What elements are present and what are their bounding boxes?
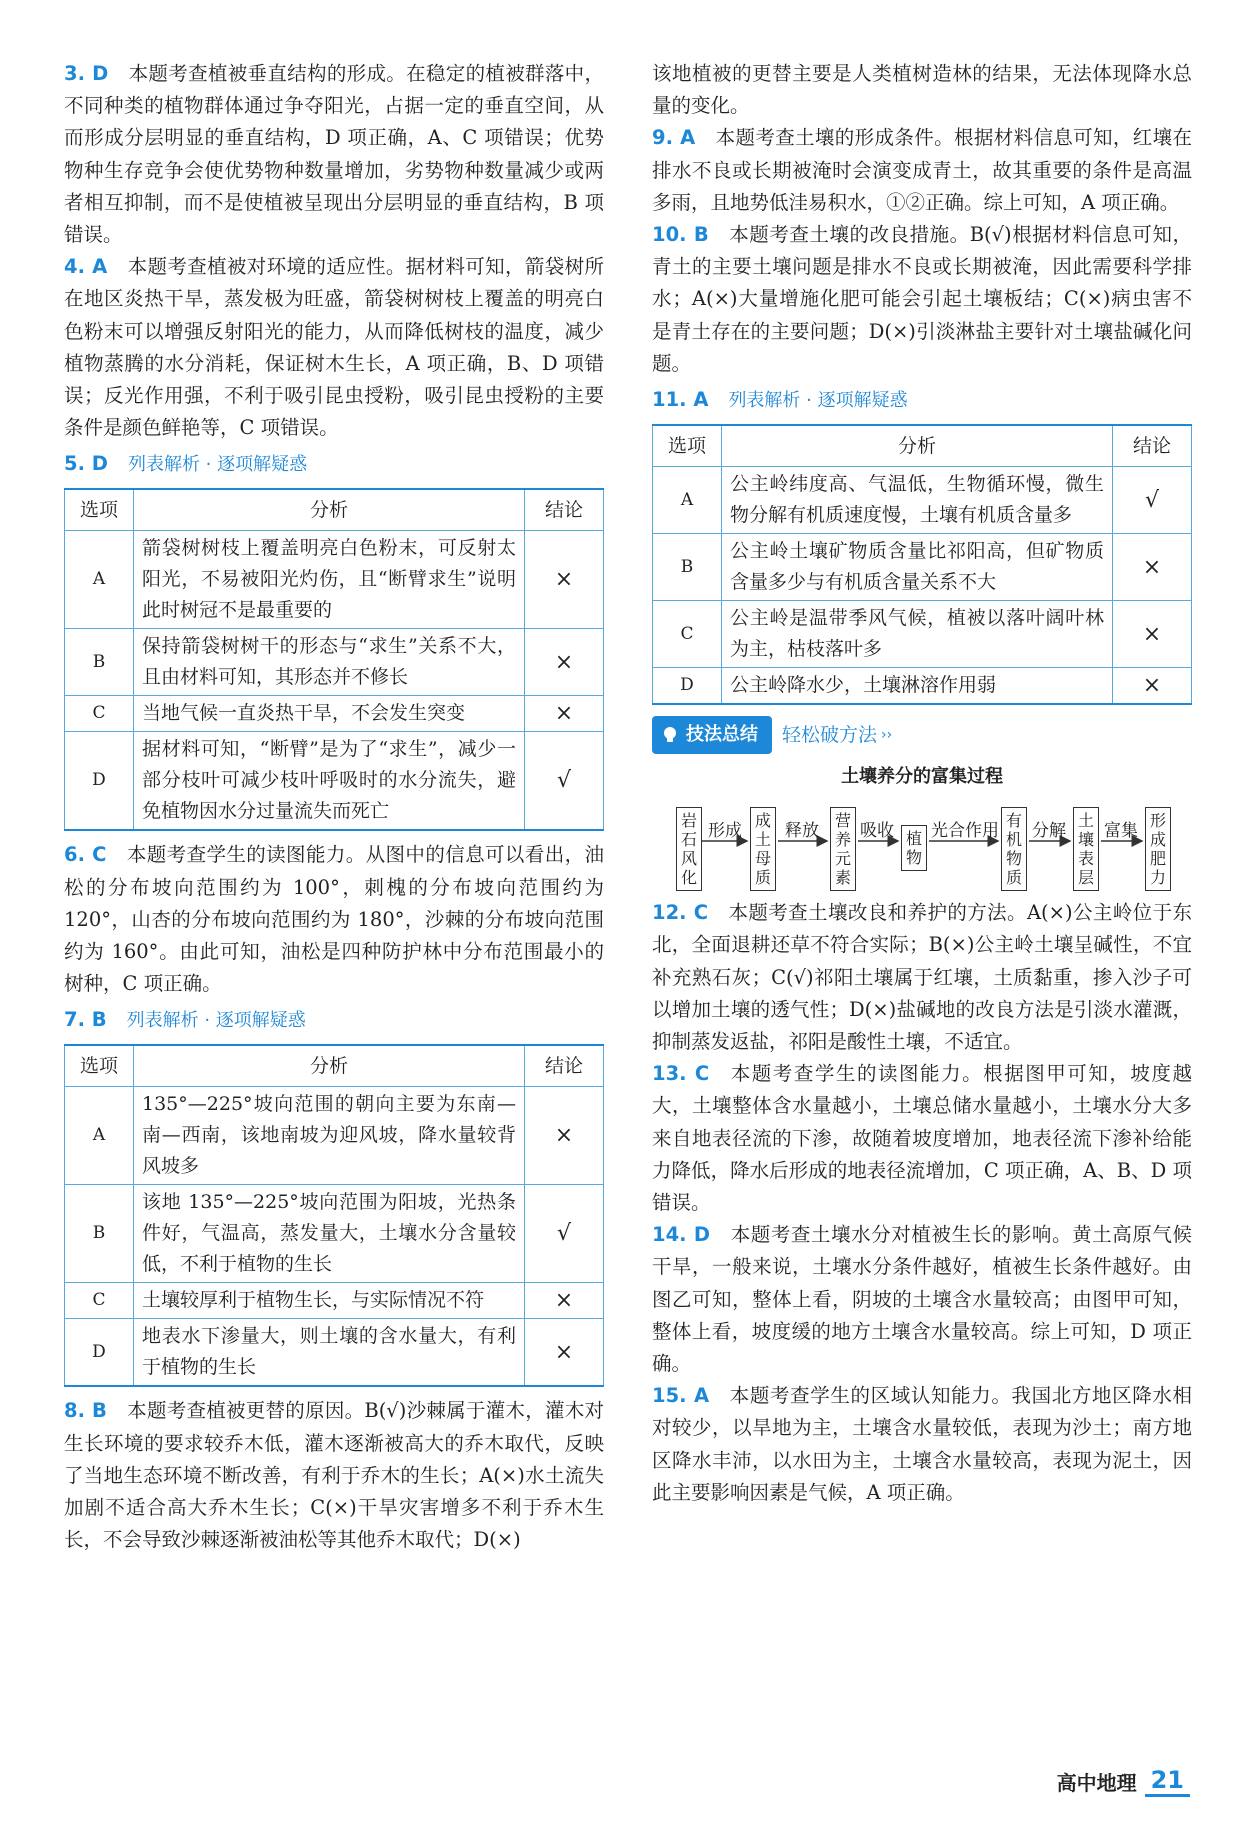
flow-label-absorb: 吸收 [860,821,894,842]
flow-box-organic-matter: 有机物质 [1001,807,1027,891]
table-row: A 公主岭纬度高、气温低，生物循环慢，微生物分解有机质速度慢，土壤有机质含量多 √ [653,467,1192,534]
technique-summary-header: 技法总结 轻松破方法 ›› [652,715,1192,755]
flow-box-plants: 植物 [901,825,927,871]
flow-label-decompose: 分解 [1032,821,1066,842]
lightbulb-icon [660,725,680,745]
nutrient-flow-diagram [652,797,1192,897]
flow-label-enrich: 富集 [1104,821,1138,842]
answer-9: 9. A 本题考查土壤的形成条件。根据材料信息可知，红壤在排水不良或长期被淹时会演变成青土，故其重要的条件是高温多雨，且地势低洼易积水，①②正确。综上可知，A 项正确。 [652,126,1192,214]
flow-box-fertility: 形成肥力 [1145,807,1171,891]
table-header: 选项 分析 结论 [653,425,1192,467]
table-row: B 公主岭土壤矿物质含量比祁阳高，但矿物质含量多少与有机质含量关系不大 × [653,534,1192,601]
subject-title: 高中地理 [1056,1771,1137,1795]
answer-11-heading: 11. A 列表解析 · 逐项解疑惑 [652,388,908,412]
left-column [64,58,604,1556]
answer-5-heading: 5. D 列表解析 · 逐项解疑惑 [64,452,308,476]
answer-7-table [64,1044,604,1387]
flow-box-rock-weathering: 岩石风化 [676,807,702,891]
flow-box-nutrients: 营养元素 [830,807,856,891]
answer-13: 13. C 本题考查学生的读图能力。根据图甲可知，坡度越大，土壤整体含水量越小，土壤总储水量越小，土壤水分大多来自地表径流的下渗，故随着坡度增加，地表径流下渗补给能力降低，降水后形成的地表径流增加，C 项正确，A、B、D 项错误。 [652,1062,1192,1215]
answer-4: 4. A 本题考查植被对环境的适应性。据材料可知，箭袋树所在地区炎热干旱，蒸发极为旺盛，箭袋树树枝上覆盖的明亮白色粉末可以增强反射阳光的能力，从而降低树枝的温度，减少植物蒸腾的水分消耗，保证树木生长，A 项正确，B、D 项错误；反光作用强，不利于吸引昆虫授粉，吸引昆虫授粉的主要条件是颜色鲜艳等，C 项错误。 [64,255,604,440]
flow-title: 土壤养分的富集过程 [841,766,1003,788]
answer-11-table [652,424,1192,705]
answer-5-table [64,488,604,831]
table-row: A 箭袋树树枝上覆盖明亮白色粉末，可反射太阳光，不易被阳光灼伤，且“断臂求生”说明此时树冠不是最重要的 × [65,531,604,629]
answer-6: 6. C 本题考查学生的读图能力。从图中的信息可以看出，油松的分布坡向范围约为 100°，刺槐的分布坡向范围约为 120°，山杏的分布坡向范围约为 180°，沙棘的分布坡向范围约为 160°。由此可知，油松是四种防护林中分布范围最小的树种，C 项正确。 [64,843,604,996]
page-footer [1057,1766,1190,1797]
answer-15: 15. A 本题考查学生的区域认知能力。我国北方地区降水相对较少，以旱地为主，土壤含水量较低，表现为沙土；南方地区降水丰沛，以水田为主，土壤含水量较高，表现为泥土，因此主要影响因素是气候，A 项正确。 [652,1384,1192,1504]
answer-10: 10. B 本题考查土壤的改良措施。B(√)根据材料信息可知，青土的主要土壤问题是排水不良或长期被淹，因此需要科学排水；A(×)大量增施化肥可能会引起土壤板结；C(×)病虫害不是青土存在的主要问题；D(×)引淡淋盐主要针对土壤盐碱化问题。 [652,223,1192,375]
answer-3: 3. D 本题考查植被垂直结构的形成。在稳定的植被群落中，不同种类的植物群体通过争夺阳光，占据一定的垂直空间，从而形成分层明显的垂直结构，D 项正确，A、C 项错误；优势物种生存竞争会使优势物种数量增加，劣势物种数量减少或两者相互抑制，而不是使植被呈现出分层明显的垂直结构，B 项错误。 [64,62,604,247]
table-row: B 该地 135°—225°坡向范围为阳坡，光热条件好，气温高，蒸发量大，土壤水分含量较低，不利于植物的生长 √ [65,1185,604,1283]
answer-12: 12. C 本题考查土壤改良和养护的方法。A(×)公主岭位于东北，全面退耕还草不符合实际；B(×)公主岭土壤呈碱性，不宜补充熟石灰；C(√)祁阳土壤属于红壤，土质黏重，掺入沙子可以增加土壤的透气性；D(×)盐碱地的改良方法是引淡水灌溉，抑制蒸发返盐，祁阳是酸性土壤，不适宜。 [652,901,1192,1054]
table-row: A 135°—225°坡向范围的朝向主要为东南—南—西南，该地南坡为迎风坡，降水量较背风坡多 × [65,1087,604,1185]
table-row: C 土壤较厚利于植物生长，与实际情况不符 × [65,1283,604,1319]
table-row: D 地表水下渗量大，则土壤的含水量大，有利于植物的生长 × [65,1319,604,1387]
table-row: D 据材料可知，“断臂”是为了“求生”，减少一部分枝叶可减少枝叶呼吸时的水分流失，避免植物因水分过量流失而死亡 √ [65,732,604,831]
right-column [652,58,1192,1509]
flow-box-topsoil: 土壤表层 [1073,807,1099,891]
technique-summary-badge: 技法总结 [652,716,772,754]
table-header: 选项 分析 结论 [65,1045,604,1087]
table-row: B 保持箭袋树树干的形态与“求生”关系不大，且由材料可知，其形态并不修长 × [65,629,604,696]
flow-box-parent-material: 成土母质 [750,807,776,891]
table-header: 选项 分析 结论 [65,489,604,531]
table-row: D 公主岭降水少，土壤淋溶作用弱 × [653,668,1192,705]
table-row: C 当地气候一直炎热干旱，不会发生突变 × [65,696,604,732]
answer-8-continued: 该地植被的更替主要是人类植树造林的结果，无法体现降水总量的变化。 [652,62,1192,118]
table-row: C 公主岭是温带季风气候，植被以落叶阔叶林为主，枯枝落叶多 × [653,601,1192,668]
page-number: 21 [1145,1766,1190,1797]
chevrons-icon: ›› [881,726,893,743]
flow-label-release: 释放 [785,821,819,842]
flow-label-forming: 形成 [708,821,742,842]
answer-7-heading: 7. B 列表解析 · 逐项解疑惑 [64,1008,306,1032]
answer-14: 14. D 本题考查土壤水分对植被生长的影响。黄土高原气候干旱，一般来说，土壤水分条件越好，植被生长条件越好。由图乙可知，整体上看，阴坡的土壤含水量较高；由图甲可知，整体上看，坡度缓的地方土壤含水量较高。综上可知，D 项正确。 [652,1223,1192,1376]
flow-label-photosynthesis: 光合作用 [931,821,999,842]
answer-8: 8. B 本题考查植被更替的原因。B(√)沙棘属于灌木，灌木对生长环境的要求较乔木低，灌木逐渐被高大的乔木取代，反映了当地生态环境不断改善，有利于乔木的生长；A(×)水土流失加剧不适合高大乔木生长；C(×)干旱灾害增多不利于乔木生长，不会导致沙棘逐渐被油松等其他乔木取代；D(×) [64,1399,604,1552]
